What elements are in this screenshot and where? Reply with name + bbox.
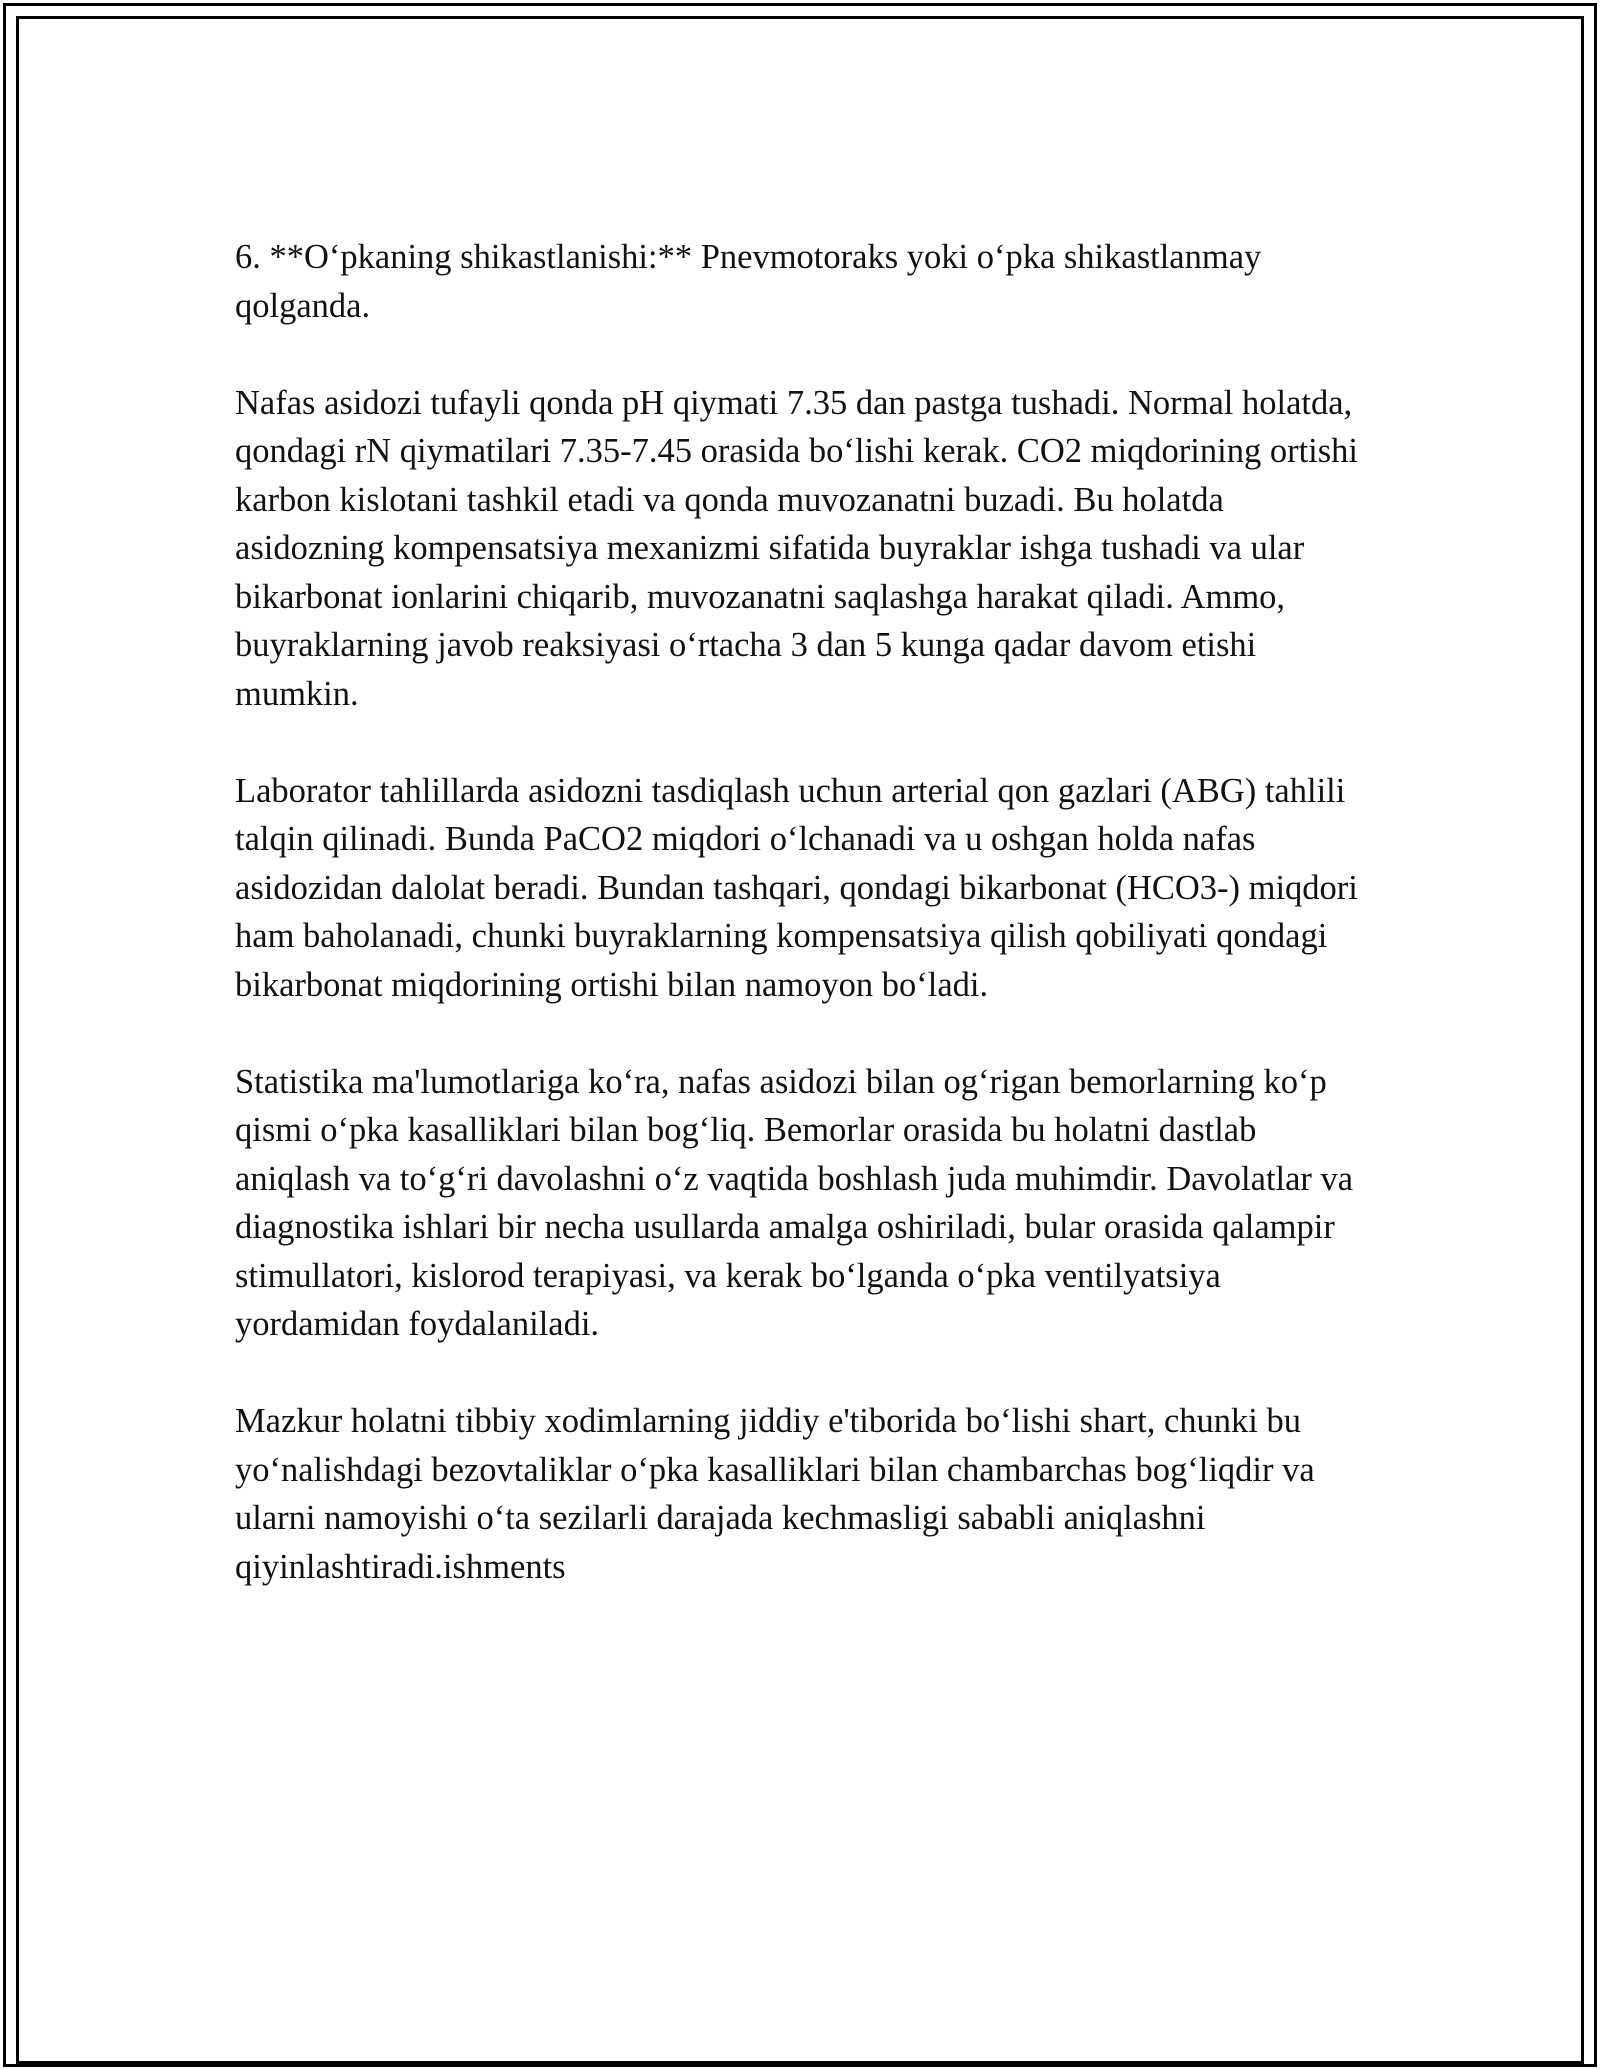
paragraph-conclusion: Mazkur holatni tibbiy xodimlarning jiddiy e'tiborida boʻlishi shart, chunki bu yoʻnalishdagi bezovtaliklar oʻpka kasalliklari bilan chambarchas bogʻliqdir va ularni namoyishi oʻta sezilarli darajada kechmasligi sababli aniqlashni qiyinlashtiradi.ishments [235, 1402, 1315, 1586]
document-body [235, 233, 1365, 1640]
paragraph-ph-compensation: Nafas asidozi tufayli qonda pH qiymati 7.35 dan pastga tushadi. Normal holatda, qondagi rN qiymatilari 7.35-7.45 orasida boʻlishi kerak. CO2 miqdorining ortishi karbon kislotani tashkil etadi va qonda muvozanatni buzadi. Bu holatda asidozning kompensatsiya mexanizmi sifatida buyraklar ishga tushadi va ular bikarbonat ionlarini chiqarib, muvozanatni saqlashga harakat qiladi. Ammo, buyraklarning javob reaksiyasi oʻrtacha 3 dan 5 kunga qadar davom etishi mumkin. [235, 383, 1359, 713]
paragraph-lung-injury: 6. **Oʻpkaning shikastlanishi:** Pnevmotoraks yoki oʻpka shikastlanmay qolganda. [235, 238, 1262, 325]
paragraph-lab-analysis: Laborator tahlillarda asidozni tasdiqlash uchun arterial qon gazlari (ABG) tahlili talqin qilinadi. Bunda PaCO2 miqdori oʻlchanadi va u oshgan holda nafas asidozidan dalolat beradi. Bundan tashqari, qondagi bikarbonat (HCO3-) miqdori ham baholanadi, chunki buyraklarning kompensatsiya qilish qobiliyati qondagi bikarbonat miqdorining ortishi bilan namoyon boʻladi. [235, 771, 1358, 1004]
paragraph-statistics: Statistika ma'lumotlariga koʻra, nafas asidozi bilan ogʻrigan bemorlarning koʻp qismi oʻpka kasalliklari bilan bogʻliq. Bemorlar orasida bu holatni dastlab aniqlash va toʻgʻri davolashni oʻz vaqtida boshlash juda muhimdir. Davolatlar va diagnostika ishlari bir necha usullarda amalga oshiriladi, bular orasida qalampir stimullatori, kislorod terapiyasi, va kerak boʻlganda oʻpka ventilyatsiya yordamidan foydalaniladi. [235, 1062, 1354, 1343]
